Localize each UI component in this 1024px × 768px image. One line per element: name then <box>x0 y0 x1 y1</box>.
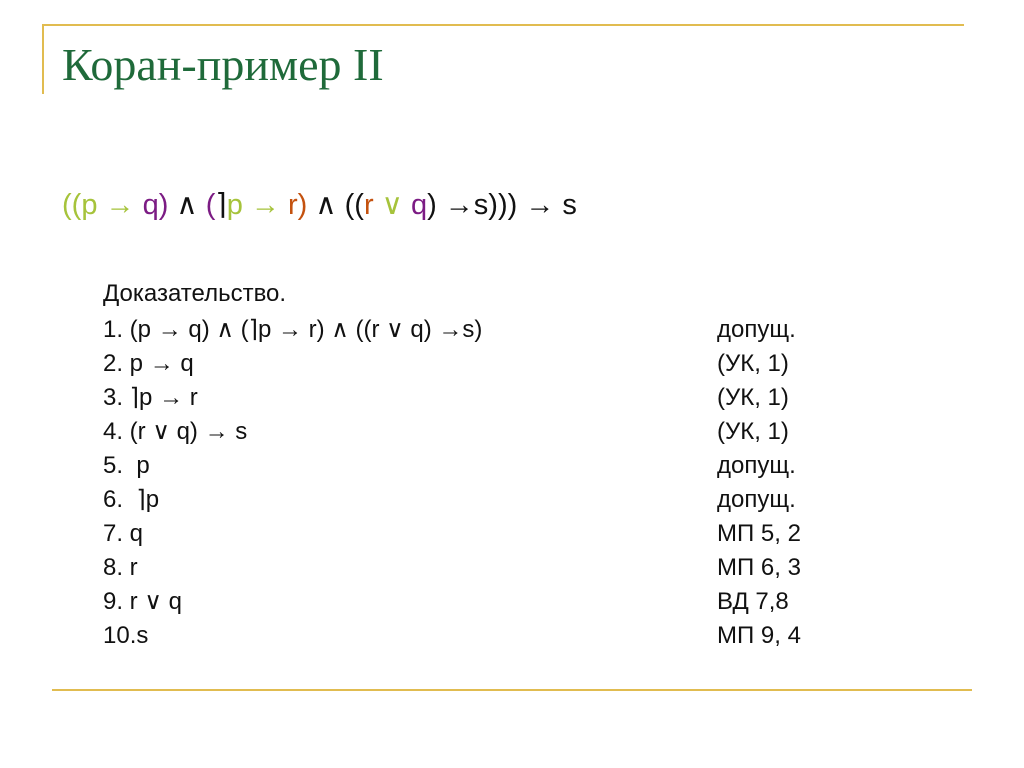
proof-expression: 4. (r ∨ q) → s <box>103 418 248 445</box>
proof-expression: 7. q <box>103 520 144 547</box>
proof-line <box>103 386 863 420</box>
slide-title: Коран-пример II <box>62 39 384 90</box>
formula-part: q <box>410 189 428 221</box>
proof-justification: ВД 7,8 <box>717 588 789 615</box>
proof-justification: (УК, 1) <box>717 418 789 445</box>
proof-expression: 8. r <box>103 554 138 581</box>
proof-heading: Доказательство. <box>103 280 287 307</box>
proof-line <box>103 454 863 488</box>
proof-lines <box>103 318 863 658</box>
proof-expression: 5. p <box>103 452 150 479</box>
proof-justification: допущ. <box>717 486 796 513</box>
proof-line <box>103 556 863 590</box>
proof-justification: допущ. <box>717 316 796 343</box>
proof-expression: 6. ⌉p <box>103 486 160 513</box>
proof-justification: (УК, 1) <box>717 384 789 411</box>
proof-line <box>103 420 863 454</box>
formula-part: ⌉ <box>215 189 227 221</box>
proof-expression: 1. (p → q) ∧ (⌉p → r) ∧ ((r ∨ q) →s) <box>103 316 483 343</box>
proof-line <box>103 488 863 522</box>
formula-part: ∧ (( <box>307 189 364 221</box>
proof-justification: (УК, 1) <box>717 350 789 377</box>
proof-justification: МП 5, 2 <box>717 520 801 547</box>
proof-line <box>103 624 863 658</box>
formula-part: ∨ <box>373 189 411 221</box>
proof-justification: МП 6, 3 <box>717 554 801 581</box>
formula-part: p → <box>226 189 288 221</box>
left-rule <box>42 24 44 94</box>
top-rule <box>42 24 964 26</box>
proof-line <box>103 590 863 624</box>
proof-line <box>103 522 863 556</box>
bottom-rule <box>52 689 972 691</box>
proof-line <box>103 318 863 352</box>
proof-expression: 3. ⌉p → r <box>103 384 198 411</box>
formula-part: ) →s))) → s <box>427 189 577 221</box>
formula-part: q) <box>142 189 169 221</box>
formula-part: r) <box>287 189 308 221</box>
proof-line <box>103 352 863 386</box>
proof-justification: допущ. <box>717 452 796 479</box>
main-formula <box>62 191 577 220</box>
proof-expression: 9. r ∨ q <box>103 588 182 615</box>
formula-part: r <box>363 189 374 221</box>
formula-part: ( <box>205 189 216 221</box>
proof-justification: МП 9, 4 <box>717 622 801 649</box>
proof-expression: 10.s <box>103 622 149 649</box>
formula-part: ((p → <box>62 189 143 221</box>
proof-expression: 2. p → q <box>103 350 194 377</box>
formula-part: ∧ <box>168 189 206 221</box>
